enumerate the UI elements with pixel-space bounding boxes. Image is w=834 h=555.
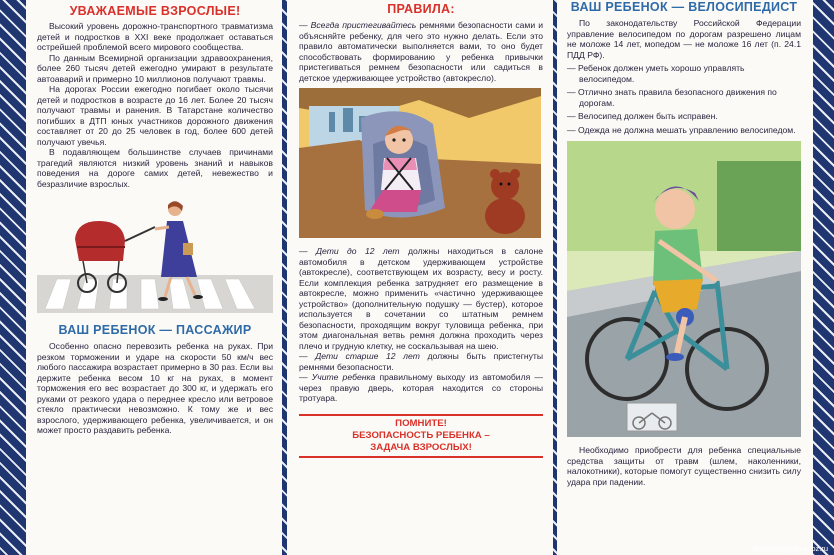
crosswalk-stroller-illustration	[37, 197, 273, 317]
divider	[299, 414, 543, 416]
paragraph: Особенно опасно перевозить ребенка на руках. При резком торможении и ударе на скорости 50 км/ч вес любого пассажира возрастает примерно в 30 раз. Если вы держите ребенка весом 10 кг на руках, в момент торможения его вес возрастает до 300 кг, и удержать его руками от резкого удара о переднее кресло или ветровое стекло практически невозможно. К тому же и вес взрослого, удерживающего ребенка, увеличивается, и он может просто раздавить ребенка.	[37, 341, 273, 435]
rule-2: — Дети до 12 лет должны находиться в салоне автомобиля в детском удерживающем устройстве (автокресле), соответствующем их возрасту, весу и росту. Если комплекция ребенка затрудняет его размещение в автокресле, можно применить «частично удерживающее устройство» (дополнительную подушку — бустер), которое используется в сочетании со штатным ремнем безопасности, проходящим вокруг туловища ребенка, при этом диагональная ветвь ремня должна проходить через плечо и грудную клетку, не соскальзывая на шею.	[299, 246, 543, 351]
heading-child-passenger: ВАШ РЕБЕНОК — ПАССАЖИР	[58, 323, 252, 337]
paragraph: Высокий уровень дорожно-транспортного травматизма детей и подростков в XXI веке продолжает оставаться острейшей проблемой всего мирового сообщества.	[37, 21, 273, 52]
callout-remember: ПОМНИТЕ! БЕЗОПАСНОСТЬ РЕБЕНКА – ЗАДАЧА ВЗРОСЛЫХ!	[352, 417, 490, 453]
paragraph: В подавляющем большинстве случаев причинами трагедий являются низкий уровень знаний и навыков поведения на дороге самих детей, невежество и безразличие взрослых.	[37, 147, 273, 189]
paragraph: На дорогах России ежегодно погибает около тысячи детей и подростков в возрасте до 16 лет. Более 20 тысяч получают травмы и ранения. В Татарстане количество погибших в ДТП юных участников дорожного движения составляет от 20 до 25 человек в год, более 600 детей получают увечья.	[37, 84, 273, 147]
paragraph: Необходимо приобрести для ребенка специальные средства защиты от травм (шлем, наколенники, налокотники), которые помогут существенно снизить силу удара при падении.	[567, 445, 801, 487]
list-item: — Ребенок должен уметь хорошо управлять велосипедом.	[567, 63, 745, 84]
divider	[299, 456, 543, 458]
panel-adults	[26, 0, 282, 555]
list-item: — Велосипед должен быть исправен.	[567, 111, 718, 121]
panel-rules	[287, 0, 553, 555]
child-car-seat-illustration	[299, 88, 541, 238]
list-item: — Отлично знать правила безопасного движения по дорогам.	[567, 87, 777, 108]
child-cyclist-illustration	[567, 141, 801, 437]
list-item: — Одежда не должна мешать управлению велосипедом.	[567, 124, 796, 135]
heading-child-cyclist: ВАШ РЕБЕНОК — ВЕЛОСИПЕДИСТ	[570, 0, 798, 14]
paragraph: По данным Всемирной организации здравоохранения, более 260 тысяч детей ежегодно умирают в результате автоаварий и примерно 10 миллионов получают травмы.	[37, 52, 273, 84]
watermark: school3kurgan.ucoz.ru	[752, 544, 828, 553]
heading-dear-adults: УВАЖАЕМЫЕ ВЗРОСЛЫЕ!	[69, 4, 241, 18]
rule-1: — Всегда пристегивайтесь ремнями безопасности сами и объясняйте ребенку, для чего это нужно делать. Если это правило автоматически выполняется вами, то оно будет способствовать формированию у ребенка привычки пристегиваться ремнем безопасности или садиться в детское удерживающее устройство (автокресло).	[299, 20, 544, 83]
heading-rules: ПРАВИЛА:	[387, 2, 455, 16]
rule-4: — Учите ребенка правильному выходу из автомобиля — через правую дверь, которая находится со стороны тротуара.	[299, 372, 543, 403]
panel-cyclist	[557, 0, 813, 555]
rule-3: — Дети старше 12 лет должны быть пристегнуты ремнями безопасности.	[299, 351, 544, 372]
paragraph: По законодательству Российской Федерации управление велосипедом по дорогам разрешено лицам не моложе 14 лет, мопедом — не моложе 16 лет (п. 24.1 ПДД РФ).	[567, 18, 801, 60]
